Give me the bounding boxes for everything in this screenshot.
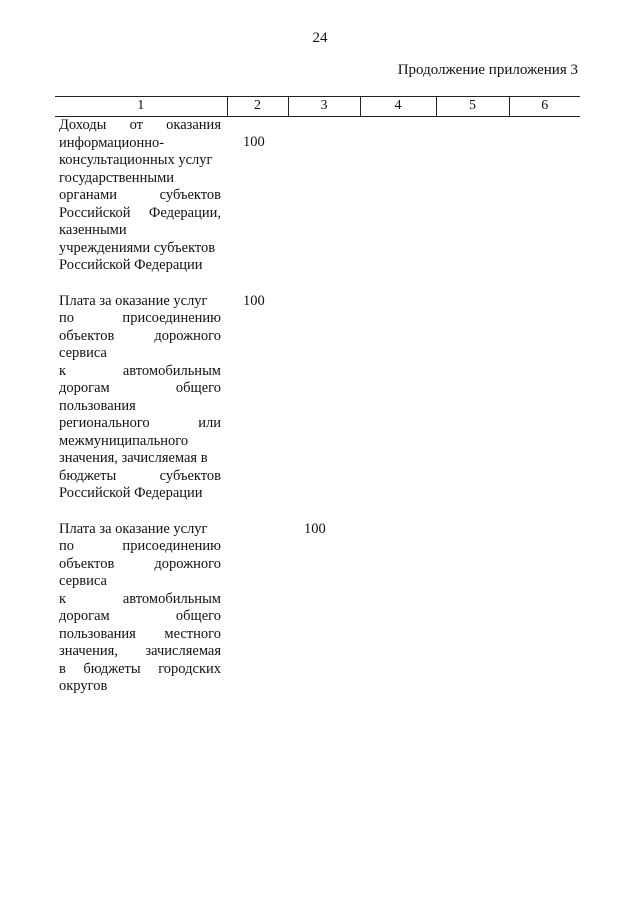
description-line: государственными [59, 169, 175, 186]
table-row [55, 521, 580, 696]
table-header-row [55, 97, 580, 117]
row-spacer [55, 275, 580, 293]
column-header-6: 6 [509, 97, 580, 117]
description-line: объектов дорожного [59, 327, 221, 344]
row-description [55, 521, 227, 696]
cell-col-2 [227, 521, 288, 696]
revenue-table [55, 96, 580, 696]
cell-col-3 [288, 293, 360, 503]
description-line: округов [59, 678, 108, 694]
column-header-5: 5 [436, 97, 509, 117]
description-line: межмуниципального [59, 432, 189, 449]
description-line: Российской Федерации [59, 485, 203, 501]
row-description [55, 293, 227, 503]
column-header-2: 2 [227, 97, 288, 117]
row-spacer [55, 503, 580, 521]
description-line: значения, зачисляемая [59, 643, 221, 659]
description-line: в бюджеты городских [59, 660, 221, 677]
row-description [55, 117, 227, 275]
description-line: сервиса [59, 345, 107, 361]
cell-col-6 [509, 293, 580, 503]
description-line: Российской Федерации [59, 257, 203, 273]
page-number: 24 [312, 30, 328, 46]
table-row [55, 117, 580, 275]
description-line: объектов дорожного [59, 555, 221, 572]
description-line: к автомобильным [59, 362, 221, 379]
description-line: органами субъектов [59, 187, 221, 203]
description-line: Плата за оказание услуг [59, 520, 208, 537]
description-line: Доходы от оказания [59, 117, 221, 133]
description-line: к автомобильным [59, 590, 221, 607]
description-line: пользования местного [59, 625, 221, 642]
description-line: значения, зачисляемая в [59, 450, 208, 466]
description-line: по присоединению [59, 538, 221, 554]
column-header-1: 1 [55, 97, 227, 117]
cell-col-2: 100 [243, 292, 265, 309]
cell-col-5 [436, 521, 509, 696]
cell-col-3: 100 [304, 520, 326, 537]
description-line: информационно- [59, 134, 165, 151]
appendix-note: Продолжение приложения 3 [397, 62, 578, 78]
cell-col-2: 100 [243, 134, 265, 150]
description-line: дорогам общего [59, 608, 221, 624]
cell-col-4 [360, 293, 436, 503]
column-header-3: 3 [288, 97, 360, 117]
description-line: сервиса [59, 573, 107, 589]
cell-col-5 [436, 293, 509, 503]
description-line: учреждениями субъектов [59, 239, 216, 256]
cell-col-4 [360, 117, 436, 275]
description-line: бюджеты субъектов [59, 467, 221, 484]
cell-col-4 [360, 521, 436, 696]
description-line: дорогам общего [59, 380, 221, 396]
description-line: Плата за оказание услуг [59, 292, 208, 309]
description-line: Российской Федерации, [59, 204, 221, 221]
cell-col-6 [509, 521, 580, 696]
column-header-4: 4 [360, 97, 436, 117]
description-line: консультационных услуг [59, 152, 213, 168]
description-line: казенными [59, 222, 127, 238]
description-line: пользования [59, 397, 136, 414]
cell-col-6 [509, 117, 580, 275]
cell-col-5 [436, 117, 509, 275]
description-line: по присоединению [59, 310, 221, 326]
table-row [55, 293, 580, 503]
description-line: регионального или [59, 415, 221, 431]
cell-col-3 [288, 117, 360, 275]
